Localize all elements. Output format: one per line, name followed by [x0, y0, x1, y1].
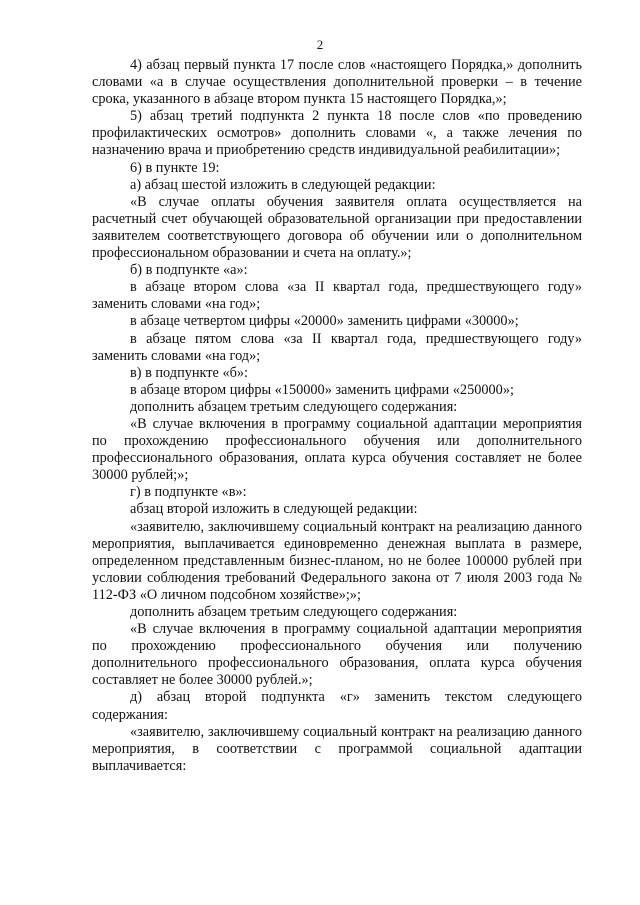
- amendment-text: в абзаце пятом слова «за II квартал года, предшествующего году» заменить словами «на год»;: [92, 330, 582, 364]
- subparagraph-g: г) в подпункте «в»:: [130, 484, 247, 501]
- amendment-text: абзац второй изложить в следующей редакции:: [130, 501, 418, 518]
- quoted-text: «В случае включения в программу социальной адаптации мероприятия по прохождению профессионального обучения или получению дополнительного профессионального образования, оплата курса обучения составляет не более 30000 рублей.»;: [92, 621, 582, 689]
- document-body: [92, 57, 582, 775]
- paragraph-item-6: 6) в пункте 19:: [130, 159, 220, 176]
- quoted-text: «заявителю, заключившему социальный контракт на реализацию данного мероприятия, в соответствии с программой социальной адаптации выплачивается:: [92, 723, 582, 774]
- amendment-text: в абзаце втором цифры «150000» заменить цифрами «250000»;: [130, 381, 514, 398]
- quoted-text: «В случае оплаты обучения заявителя оплата осуществляется на расчетный счет обучающей образовательной организации при предоставлении заявителем соответствующего договора об обучении или о дополнительном профессиональном образовании и счета на оплату.»;: [92, 193, 582, 262]
- subparagraph-v: в) в подпункте «б»:: [130, 364, 248, 381]
- amendment-text: в абзаце втором слова «за II квартал года, предшествующего году» заменить словами «на год»;: [92, 279, 582, 313]
- quoted-text: «заявителю, заключившему социальный контракт на реализацию данного мероприятия, выплачивается единовременно денежная выплата в размере, определенном представленным бизнес-планом, но не более 100000 рублей при условии соблюдения требований Федерального закона от 7 июля 2003 года № 112-ФЗ «О личном подсобном хозяйстве»;»;: [92, 518, 582, 603]
- subparagraph-a: а) абзац шестой изложить в следующей редакции:: [130, 176, 436, 193]
- subparagraph-d: д) абзац второй подпункта «г» заменить текстом следующего содержания:: [92, 689, 582, 723]
- subparagraph-b: б) в подпункте «а»:: [130, 262, 248, 279]
- page-number: 2: [316, 37, 324, 52]
- paragraph-item-4: 4) абзац первый пункта 17 после слов «настоящего Порядка,» дополнить словами «а в случае осуществления дополнительной проверки – в течение срока, указанного в абзаце втором пункта 15 настоящего Порядка,»;: [92, 57, 582, 108]
- quoted-text: «В случае включения в программу социальной адаптации мероприятия по прохождению профессионального обучения или дополнительного профессионального образования, оплата курса обучения составляет не более 30000 рублей;»;: [92, 415, 582, 484]
- amendment-text: дополнить абзацем третьим следующего содержания:: [130, 604, 458, 620]
- amendment-text: дополнить абзацем третьим следующего содержания:: [130, 398, 458, 415]
- amendment-text: в абзаце четвертом цифры «20000» заменить цифрами «30000»;: [130, 313, 519, 330]
- paragraph-item-5: 5) абзац третий подпункта 2 пункта 18 после слов «по проведению профилактических осмотров» дополнить словами «, а также лечения по назначению врача и приобретению средств индивидуальной реабилитации»;: [92, 108, 582, 159]
